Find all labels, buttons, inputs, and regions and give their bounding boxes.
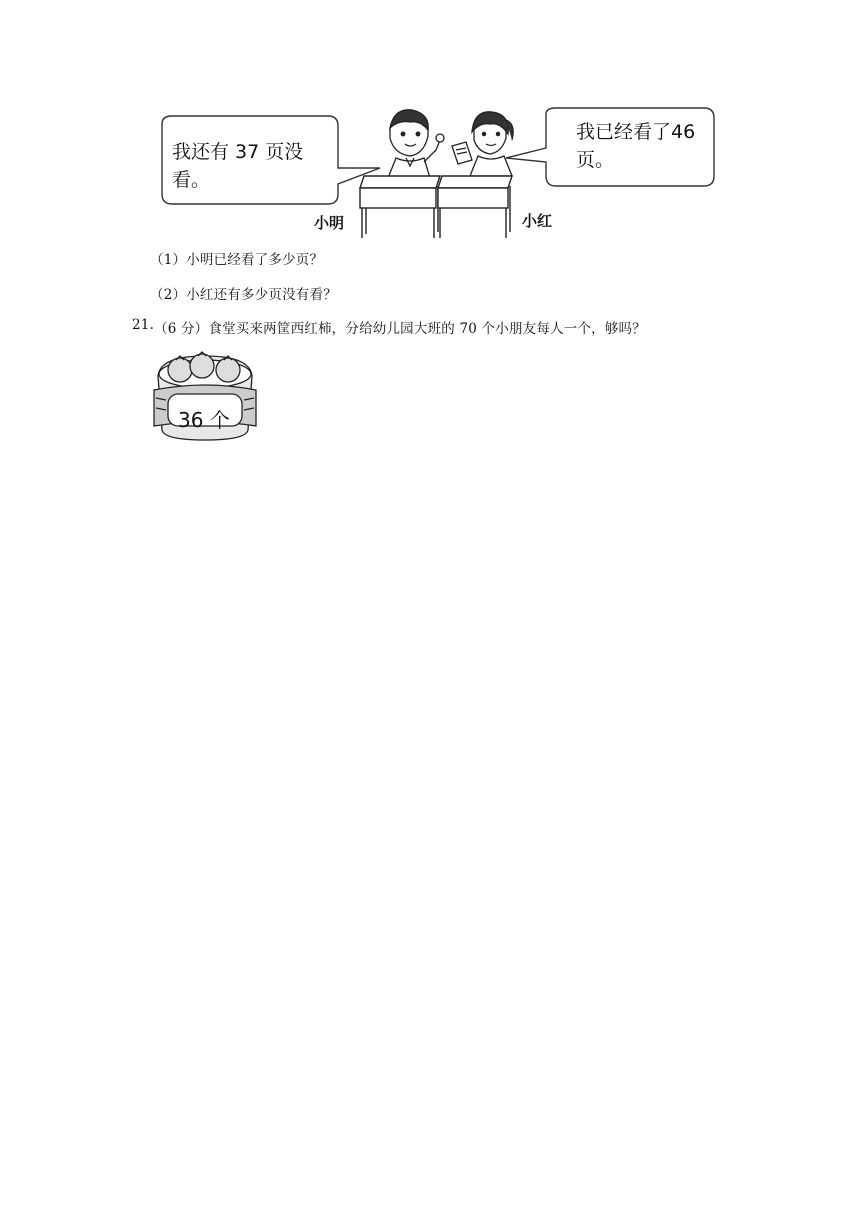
basket-count-label: 36 个 bbox=[178, 408, 230, 432]
question-20-part-1: （1）小明已经看了多少页？ bbox=[150, 252, 324, 268]
label-xiaoming: 小明 bbox=[314, 214, 345, 232]
xiaoming-speech: 我还有 37 页没看。 bbox=[172, 141, 304, 191]
boy-figure bbox=[388, 110, 444, 178]
question-20-part-2: （2）小红还有多少页没有看？ bbox=[150, 287, 337, 303]
girl-figure bbox=[452, 112, 513, 176]
question-21-text: （6 分）食堂买来两筐西红柿，分给幼儿园大班的 70 个小朋友每人一个，够吗？ bbox=[154, 321, 646, 337]
desks bbox=[360, 176, 512, 238]
tomato-basket bbox=[150, 350, 260, 442]
reading-illustration bbox=[148, 106, 716, 240]
label-xiaohong: 小红 bbox=[522, 212, 553, 230]
question-21-number: 21. bbox=[132, 317, 155, 333]
xiaohong-speech: 我已经看了46 页。 bbox=[576, 121, 696, 171]
